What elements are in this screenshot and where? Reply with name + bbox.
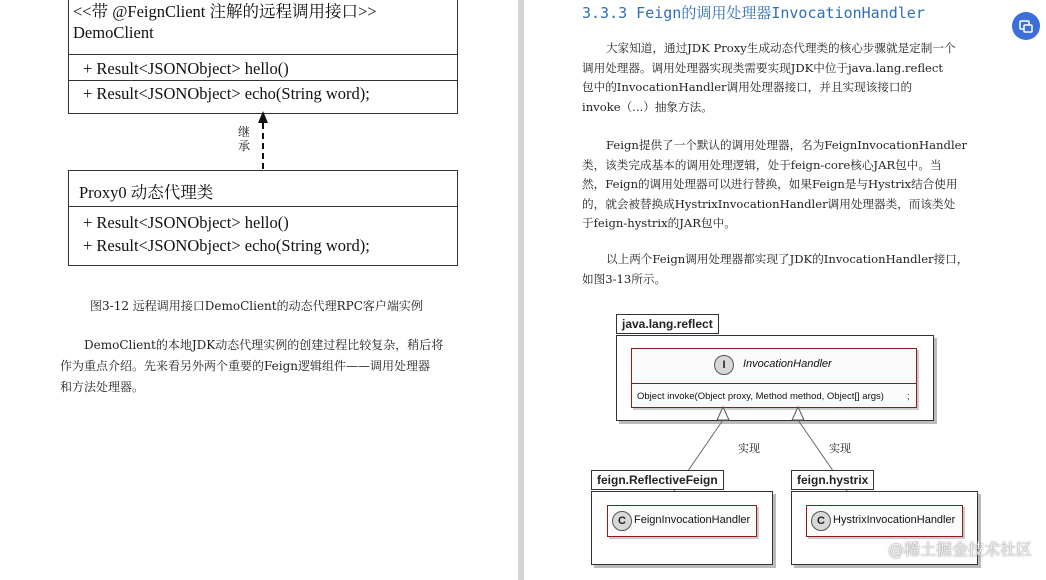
class-name-hystrix: HystrixInvocationHandler — [833, 514, 956, 526]
left-page — [0, 0, 518, 580]
package-tab-reflectivefeign: feign.ReflectiveFeign — [591, 470, 724, 490]
paragraph-line: 调用处理器。调用处理器实现类需要实现JDK中位于java.lang.reflect — [582, 60, 944, 75]
uml-stereotype-title: <<带 @FeignClient 注解的远程调用接口>> — [73, 2, 377, 21]
package-tab-hystrix: feign.hystrix — [791, 470, 874, 490]
uml-class-name: Proxy0 动态代理类 — [79, 183, 214, 202]
paragraph-line: DemoClient的本地JDK动态代理实例的创建过程比较复杂，稍后将 — [84, 338, 444, 352]
uml-class-democlient — [68, 0, 458, 114]
interface-method: Object invoke(Object proxy, Method method, Object[] args) — [637, 391, 884, 402]
paragraph-line: 以上两个Feign调用处理器都实现了JDK的InvocationHandler接口， — [606, 252, 969, 266]
uml-method: + Result<JSONObject> echo(String word); — [83, 84, 370, 103]
realization-label-right: 实现 — [829, 442, 851, 455]
package-tab-reflect: java.lang.reflect — [616, 314, 719, 334]
paragraph-line: 类，该类完成基本的调用处理逻辑，处于feign-core核心JAR包中。当 — [582, 157, 942, 172]
figure-caption: 图3-12 远程调用接口DemoClient的动态代理RPC客户端实例 — [90, 299, 423, 313]
paragraph-line: 大家知道，通过JDK Proxy生成动态代理类的核心步骤就是定制一个 — [606, 41, 956, 55]
class-hystrixinvocationhandler — [806, 505, 963, 537]
uml-divider — [69, 80, 457, 81]
image-translate-button[interactable] — [1012, 12, 1040, 40]
paragraph-line: 如图3-13所示。 — [582, 271, 667, 286]
paragraph-line: 于feign-hystrix的JAR包中。 — [582, 216, 736, 230]
uml-class-name: DemoClient — [73, 23, 154, 42]
uml-method: + Result<JSONObject> hello() — [83, 59, 289, 78]
uml-divider — [69, 54, 457, 55]
paragraph-line: 和方法处理器。 — [60, 380, 145, 394]
watermark: @稀土掘金技术社区 — [887, 540, 1032, 559]
inherit-label: 继承 — [238, 125, 251, 153]
paragraph-line: 然，Feign的调用处理器可以进行替换，如果Feign是与Hystrix结合使用 — [582, 177, 958, 191]
uml-divider — [69, 206, 457, 207]
interface-name: InvocationHandler — [743, 358, 832, 370]
paragraph-line: 作为重点介绍。先来看另外两个重要的Feign逻辑组件——调用处理器 — [60, 359, 431, 373]
uml-class-proxy0 — [68, 170, 458, 266]
class-stereotype-icon: C — [612, 511, 632, 531]
right-page — [524, 0, 1046, 580]
body-paragraph — [60, 335, 480, 398]
paragraph-line: 的，就会被替换成HystrixInvocationHandler调用处理器类，而该类处 — [582, 196, 956, 211]
uml-method: + Result<JSONObject> echo(String word); — [83, 236, 370, 255]
section-title: 3.3.3 Feign的调用处理器InvocationHandler — [582, 4, 925, 22]
uml-method: + Result<JSONObject> hello() — [83, 213, 289, 232]
realization-label-left: 实现 — [738, 442, 760, 455]
paragraph-line: invoke（...）抽象方法。 — [582, 99, 713, 114]
class-name-feign: FeignInvocationHandler — [634, 514, 751, 526]
inheritance-arrow — [248, 110, 278, 172]
class-stereotype-icon: C — [811, 511, 831, 531]
paragraph-line: Feign提供了一个默认的调用处理器，名为FeignInvocationHandler — [606, 138, 968, 152]
interface-method-end: ; — [907, 391, 910, 402]
image-translate-icon — [1019, 19, 1033, 33]
paragraph-line: 包中的InvocationHandler调用处理器接口，并且实现该接口的 — [582, 80, 913, 94]
interface-stereotype-icon: I — [714, 355, 734, 375]
class-feigninvocationhandler — [607, 505, 757, 537]
uml-diagram — [524, 0, 1046, 580]
